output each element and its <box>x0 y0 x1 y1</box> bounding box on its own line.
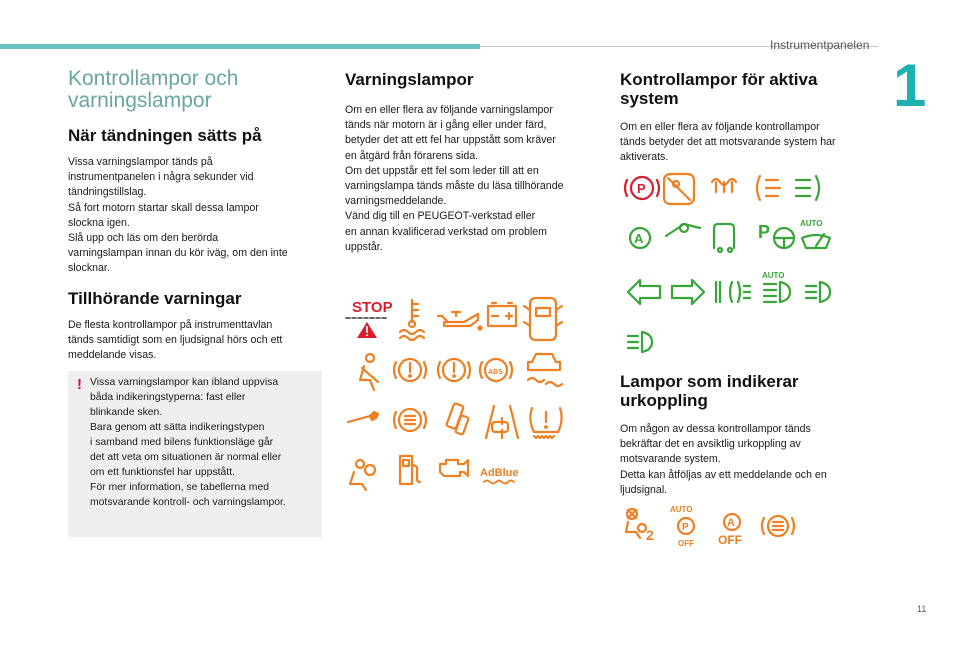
heading-active-systems: Kontrollampor för aktiva system <box>620 70 818 108</box>
heading-deactivation: Lampor som indikerar urkoppling <box>620 372 799 410</box>
text-associated-warnings: De flesta kontrollampor på instrumenttavlan tänds samtidigt som en ljudsignal hörs och ett meddelande visas. <box>68 318 283 362</box>
rear-fog-icon <box>757 176 780 200</box>
steering-assist-icon <box>774 228 794 248</box>
header-accent-bar <box>0 44 480 49</box>
auto-parking-off-label: OFF <box>678 539 694 548</box>
page-title: Kontrollampor och varningslampor <box>68 67 239 112</box>
note-exclamation-icon: ! <box>77 376 82 393</box>
park-assist-icon <box>758 222 770 242</box>
electronic-key-icon <box>446 403 469 435</box>
fuel-level-icon <box>400 456 420 484</box>
active-icon-grid <box>620 168 850 358</box>
auto-headlamps-label: AUTO <box>762 271 785 280</box>
stop-start-off-icon <box>718 514 742 547</box>
dipped-beam-icon <box>806 282 830 302</box>
stop-warning-icon <box>346 299 393 338</box>
turn-left-icon <box>628 280 660 304</box>
auto-headlamps-icon <box>762 271 790 302</box>
column-deactivation <box>620 372 870 510</box>
stop-start-a-label: A <box>634 231 644 246</box>
lane-departure-icon <box>486 406 518 438</box>
braking-assist-icon <box>394 409 426 431</box>
auto-parking-auto-label: AUTO <box>670 505 693 514</box>
door-open-icon <box>524 298 562 340</box>
text-ignition: Vissa varningslampor tänds på instrumentpanelen i några sekunder vid tändningstillslag. Så fort motorn startar skall dessa lampor slockna igen. Slå upp och läs om den berörda varningslampan innan du kör iväg, om den inte slocknar. <box>68 156 288 275</box>
oil-pressure-icon <box>438 312 482 330</box>
vehicle-side-icon <box>714 224 734 252</box>
coolant-temperature-icon <box>400 300 424 340</box>
auto-wipe-icon <box>800 219 830 248</box>
stability-control-icon <box>528 354 562 386</box>
heading-warning-lamps: Varningslampor <box>345 70 474 89</box>
abs-icon <box>480 359 512 381</box>
note-text: Vissa varningslampor kan ibland uppvisa båda indikeringstyperna: fast eller blinkande sken. Bara genom att sätta indikeringstypen i samband med bilens funktionsläge går det att veta om situationen är normal eller om ett funktionsfel har uppstått. För mer information, se tabellerna med motsvarande kontroll- och varningslampor. <box>90 377 286 508</box>
front-fog-icon <box>796 176 819 200</box>
parking-p-label: P <box>637 181 646 196</box>
battery-icon <box>488 303 516 326</box>
warning-icon-grid <box>340 292 570 492</box>
heading-ignition: När tändningen sätts på <box>68 126 262 145</box>
heading-associated-warnings: Tillhörande varningar <box>68 288 242 308</box>
park-assist-p-label: P <box>758 222 771 242</box>
sidelamps-icon <box>716 282 750 302</box>
column-warning-lamps <box>345 68 603 267</box>
column-active-systems <box>620 68 870 178</box>
maintenance-wrench-icon <box>348 412 378 422</box>
text-active-systems: Om en eller flera av följande kontrollampor tänds betyder det att motsvarande system har aktiverats. <box>620 121 836 164</box>
page-number: 11 <box>917 604 927 614</box>
text-warning-lamps: Om en eller flera av följande varningslampor tänds när motorn är i gång eller under färd, betyder det att ett fel har uppstått som kräver en åtgärd från förarens sida. Om det uppstår ett fel som leder till att en varningslampa tänds måste du läsa tillhörande varningsmeddelande. Vänd dig till en PEUGEOT-verkstad eller en annan kvalificerad verkstad om problem uppstår. <box>345 104 564 253</box>
tyre-pressure-icon <box>530 408 561 438</box>
airbag-icon <box>350 460 375 490</box>
service-warning-icon <box>438 359 470 381</box>
deactivation-icon-row <box>622 502 802 548</box>
turn-right-icon <box>672 280 704 304</box>
airbag-off-2-label: 2 <box>646 527 654 543</box>
adblue-label: AdBlue <box>480 467 519 479</box>
braking-system-off-icon <box>762 516 794 536</box>
column-intro <box>68 68 323 375</box>
stop-start-off-label: OFF <box>718 533 742 547</box>
auto-parking-p-label: P <box>682 522 689 533</box>
main-beam-icon <box>628 332 652 352</box>
abs-label: ABS <box>488 369 503 376</box>
cruise-control-icon <box>666 224 700 236</box>
auto-parking-off-icon <box>670 505 694 548</box>
passenger-airbag-off-icon <box>664 174 694 204</box>
chapter-number: 1 <box>893 52 927 119</box>
engine-check-icon <box>440 460 468 476</box>
parking-brake-icon <box>625 177 659 199</box>
stop-start-icon <box>630 228 650 248</box>
note-box <box>68 371 322 537</box>
auto-wipe-label: AUTO <box>800 219 823 228</box>
text-deactivation: Om någon av dessa kontrollampor tänds bekräftar det en avsiktlig urkoppling av motsvarande system. Detta kan åtföljas av ett meddelande och en ljudsignal. <box>620 423 827 496</box>
seat-belt-icon <box>360 354 378 390</box>
brake-system-icon <box>394 359 426 381</box>
stop-start-off-a-label: A <box>727 517 735 529</box>
adblue-icon <box>480 467 519 484</box>
stop-label: STOP <box>352 299 393 316</box>
airbag-off-icon <box>626 509 654 543</box>
preheating-icon <box>712 179 736 192</box>
section-name: Instrumentpanelen <box>770 38 870 52</box>
